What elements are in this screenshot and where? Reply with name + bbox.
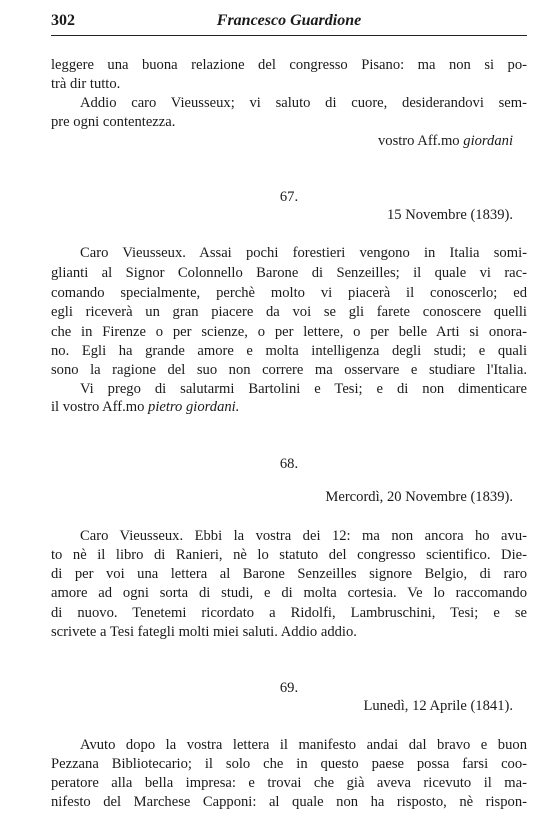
text-line: amore ad ogni sorta di studi, e di molta cortesia. Ve lo raccomando [51,585,527,601]
text-line: Caro Vieusseux. Ebbi la vostra dei 12: ma non ancora ho avu- [80,528,527,544]
page-number: 302 [51,12,75,29]
letter-number: 68. [279,456,299,472]
letter-date: 15 Novembre (1839). [386,207,513,223]
text-line: glianti al Signor Colonnello Barone di Senzeilles; il quale vi rac- [51,265,527,281]
text-line: Avuto dopo la vostra lettera il manifesto andai dal bravo e buon [80,737,527,753]
signature-closing: il vostro Aff.mo [51,399,149,415]
text-line: Addio caro Vieusseux; vi saluto di cuore, desiderandovi sem- [80,95,527,111]
text-line: peratore alla bella impresa: e trovai che già aveva ricevuto il ma- [51,775,527,791]
text-line: sono la ragione del suo non correre ma osservare e studiare l'Italia. [51,362,527,378]
text-line: leggere una buona relazione del congresso Pisano: ma non si po- [51,57,527,73]
text-line: no. Egli ha grande amore e molta intelligenza degli studi; e quali [51,343,527,359]
text-line: Pezzana Bibliotecario; il solo che in questo paese possa farsi coo- [51,756,527,772]
signature-line [51,132,513,150]
text-line: pre ogni contentezza. [51,114,176,130]
text-line: comando specialmente, perchè molto vi piacerà il conoscerlo; ed [51,285,527,301]
text-line: Vi prego di salutarmi Bartolini e Tesi; e di non dimenticare [80,381,527,397]
text-line: trà dir tutto. [51,76,121,92]
text-line: nifesto del Marchese Capponi: al quale non ha risposto, nè rispon- [51,794,527,810]
text-line: di nuovo. Tenetemi ricordato a Ridolfi, Lambruschini, Tesi; e se [51,605,527,621]
signature-closing: vostro Aff.mo [377,133,464,149]
text-line: scrivete a Tesi fategli molti miei saluti. Addio addio. [51,624,357,640]
letter-number: 67. [279,189,299,205]
text-line: Caro Vieusseux. Assai pochi forestieri vengono in Italia somi- [80,245,527,261]
text-line: di per voi una lettera al Barone Senzeilles signore Belgio, di raro [51,566,527,582]
signature-name: giordani [463,133,513,149]
text-line: che in Firenze o per scienze, o per lettere, o per belle Arti si onora- [51,324,527,340]
text-line: to nè il libro di Ranieri, nè lo statuto del congresso scientifico. Die- [51,547,527,563]
letter-date: Lunedì, 12 Aprile (1841). [363,698,513,714]
letter-date: Mercordì, 20 Novembre (1839). [325,489,513,505]
page-header [51,9,527,36]
text-line: egli riceverà un gran piacere da voi se gli farete conoscere quelli [51,304,527,320]
letter-number: 69. [279,680,299,696]
signature-name: pietro giordani. [148,399,240,415]
running-head: Francesco Guardione [216,12,362,29]
signature-line [51,398,239,416]
